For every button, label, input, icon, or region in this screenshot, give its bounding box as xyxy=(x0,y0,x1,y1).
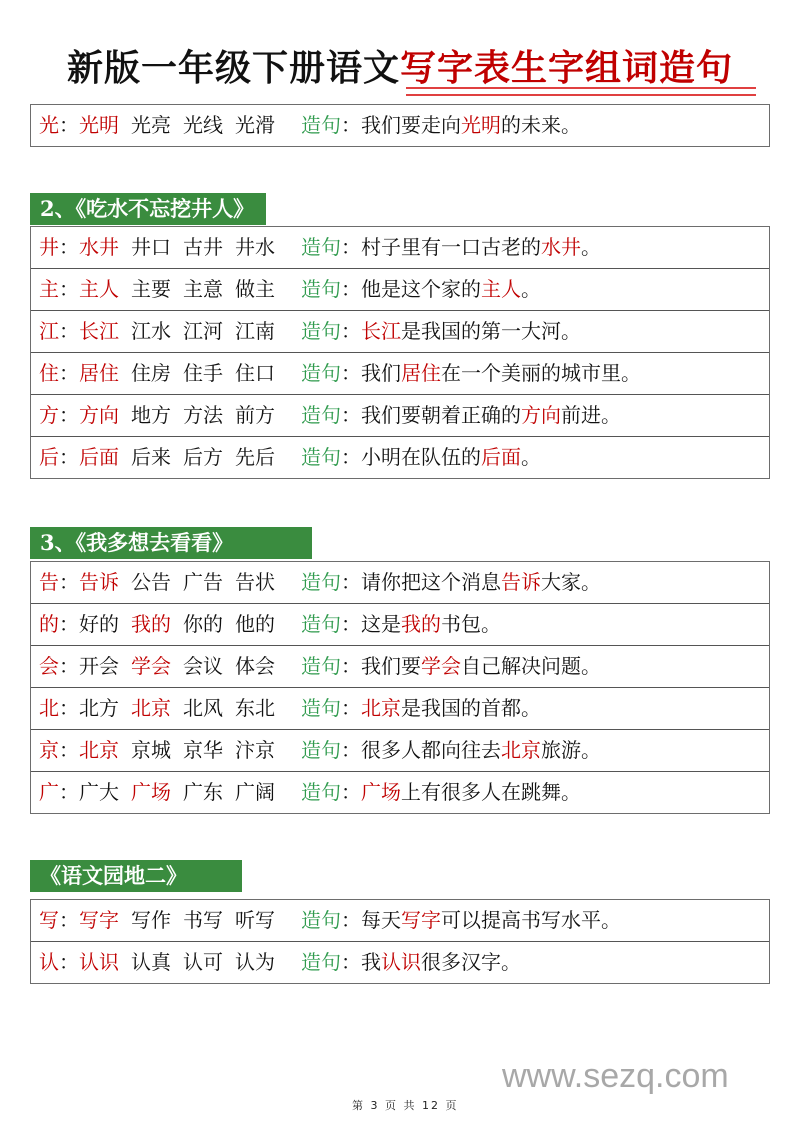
colon: ： xyxy=(59,696,79,720)
word: 广东 xyxy=(183,780,223,804)
highlighted-word: 水井 xyxy=(79,235,119,259)
sentence-text: 我们要朝着正确的 xyxy=(361,403,521,427)
sentence-highlight: 广场 xyxy=(361,780,401,804)
sentence-highlight: 方向 xyxy=(521,403,561,427)
sentence-label: 造句 xyxy=(301,950,341,974)
word: 认为 xyxy=(235,950,275,974)
colon: ： xyxy=(341,403,361,427)
sentence-text: 是我国的第一大河。 xyxy=(401,319,581,343)
colon: ： xyxy=(341,570,361,594)
colon: ： xyxy=(59,738,79,762)
word: 好的 xyxy=(79,612,119,636)
sentence-label: 造句 xyxy=(301,738,341,762)
page-title xyxy=(0,40,800,91)
word: 江南 xyxy=(235,319,275,343)
target-character: 井 xyxy=(39,235,59,259)
target-character: 光 xyxy=(39,113,59,137)
sentence-highlight: 告诉 xyxy=(501,570,541,594)
colon: ： xyxy=(59,445,79,469)
colon: ： xyxy=(341,780,361,804)
word-row xyxy=(31,311,769,353)
section-label-2: 2、《吃水不忘挖井人》 xyxy=(30,193,266,225)
sentence-label: 造句 xyxy=(301,235,341,259)
title-red-part: 写字表生字组词造句 xyxy=(400,47,734,89)
target-character: 的 xyxy=(39,612,59,636)
word: 认可 xyxy=(183,950,223,974)
sentence-highlight: 居住 xyxy=(401,361,441,385)
word: 后来 xyxy=(131,445,171,469)
colon: ： xyxy=(341,361,361,385)
word: 北方 xyxy=(79,696,119,720)
sentence-label: 造句 xyxy=(301,570,341,594)
sentence-label: 造句 xyxy=(301,780,341,804)
sentence-text: 书包。 xyxy=(441,612,501,636)
word-row xyxy=(31,105,769,146)
sentence-text: 很多汉字。 xyxy=(421,950,521,974)
highlighted-word: 认识 xyxy=(79,950,119,974)
sentence-text: 旅游。 xyxy=(541,738,601,762)
colon: ： xyxy=(341,738,361,762)
word: 北风 xyxy=(183,696,223,720)
word-row xyxy=(31,353,769,395)
colon: ： xyxy=(341,113,361,137)
word-row xyxy=(31,646,769,688)
sentence-label: 造句 xyxy=(301,612,341,636)
sentence-text: 小明在队伍的 xyxy=(361,445,481,469)
title-double-underline xyxy=(406,87,756,96)
word: 东北 xyxy=(235,696,275,720)
sentence-text: 。 xyxy=(581,235,601,259)
highlighted-word: 广场 xyxy=(131,780,171,804)
highlighted-word: 居住 xyxy=(79,361,119,385)
sentence-label: 造句 xyxy=(301,113,341,137)
colon: ： xyxy=(59,908,79,932)
target-character: 广 xyxy=(39,780,59,804)
sentence-text: 上有很多人在跳舞。 xyxy=(401,780,581,804)
colon: ： xyxy=(59,570,79,594)
word-row xyxy=(31,772,769,813)
target-character: 认 xyxy=(39,950,59,974)
colon: ： xyxy=(59,319,79,343)
word: 井口 xyxy=(131,235,171,259)
target-character: 告 xyxy=(39,570,59,594)
target-character: 北 xyxy=(39,696,59,720)
target-character: 会 xyxy=(39,654,59,678)
target-character: 江 xyxy=(39,319,59,343)
target-character: 京 xyxy=(39,738,59,762)
sentence-text: 的未来。 xyxy=(501,113,581,137)
page-number: 第 3 页 共 12 页 xyxy=(352,1099,459,1112)
word-row xyxy=(31,227,769,269)
word-row xyxy=(31,395,769,437)
sentence-highlight: 我的 xyxy=(401,612,441,636)
word: 写作 xyxy=(131,908,171,932)
word: 认真 xyxy=(131,950,171,974)
sentence-label: 造句 xyxy=(301,319,341,343)
word: 井水 xyxy=(235,235,275,259)
word: 告状 xyxy=(235,570,275,594)
word-row xyxy=(31,688,769,730)
word: 方法 xyxy=(183,403,223,427)
sentence-text: 是我国的首都。 xyxy=(401,696,541,720)
watermark: www.sezq.com xyxy=(502,1057,729,1095)
colon: ： xyxy=(59,361,79,385)
colon: ： xyxy=(341,235,361,259)
sentence-label: 造句 xyxy=(301,361,341,385)
word-row xyxy=(31,437,769,478)
highlighted-word: 告诉 xyxy=(79,570,119,594)
sentence-text: 村子里有一口古老的 xyxy=(361,235,541,259)
word: 后方 xyxy=(183,445,223,469)
word-row xyxy=(31,562,769,604)
highlighted-word: 我的 xyxy=(131,612,171,636)
section-1-box xyxy=(30,104,770,147)
sentence-highlight: 主人 xyxy=(481,277,521,301)
highlighted-word: 方向 xyxy=(79,403,119,427)
target-character: 主 xyxy=(39,277,59,301)
sentence-text: 每天 xyxy=(361,908,401,932)
colon: ： xyxy=(59,277,79,301)
word: 江河 xyxy=(183,319,223,343)
colon: ： xyxy=(341,277,361,301)
colon: ： xyxy=(59,654,79,678)
sentence-highlight: 长江 xyxy=(361,319,401,343)
sentence-text: 。 xyxy=(521,277,541,301)
word: 先后 xyxy=(235,445,275,469)
word: 广阔 xyxy=(235,780,275,804)
word: 会议 xyxy=(183,654,223,678)
colon: ： xyxy=(341,612,361,636)
sentence-text: 。 xyxy=(521,445,541,469)
sentence-label: 造句 xyxy=(301,696,341,720)
highlighted-word: 北京 xyxy=(131,696,171,720)
word: 古井 xyxy=(183,235,223,259)
colon: ： xyxy=(341,319,361,343)
sentence-label: 造句 xyxy=(301,654,341,678)
sentence-highlight: 后面 xyxy=(481,445,521,469)
section-label-3: 3、《我多想去看看》 xyxy=(30,527,312,559)
word: 听写 xyxy=(235,908,275,932)
word: 光滑 xyxy=(235,113,275,137)
highlighted-word: 写字 xyxy=(79,908,119,932)
word: 江水 xyxy=(131,319,171,343)
sentence-text: 在一个美丽的城市里。 xyxy=(441,361,641,385)
colon: ： xyxy=(341,950,361,974)
colon: ： xyxy=(59,403,79,427)
colon: ： xyxy=(341,696,361,720)
word: 光亮 xyxy=(131,113,171,137)
word: 住房 xyxy=(131,361,171,385)
section-3-box xyxy=(30,561,770,814)
word: 公告 xyxy=(131,570,171,594)
sentence-text: 我们 xyxy=(361,361,401,385)
word: 光线 xyxy=(183,113,223,137)
highlighted-word: 学会 xyxy=(131,654,171,678)
sentence-text: 前进。 xyxy=(561,403,621,427)
sentence-text: 我们要走向 xyxy=(361,113,461,137)
word: 主意 xyxy=(183,277,223,301)
word: 书写 xyxy=(183,908,223,932)
word: 他的 xyxy=(235,612,275,636)
word: 地方 xyxy=(131,403,171,427)
colon: ： xyxy=(341,445,361,469)
word: 住手 xyxy=(183,361,223,385)
colon: ： xyxy=(59,950,79,974)
section-2-box xyxy=(30,226,770,479)
target-character: 住 xyxy=(39,361,59,385)
highlighted-word: 后面 xyxy=(79,445,119,469)
word: 京华 xyxy=(183,738,223,762)
sentence-label: 造句 xyxy=(301,277,341,301)
word: 你的 xyxy=(183,612,223,636)
sentence-text: 请你把这个消息 xyxy=(361,570,501,594)
sentence-text: 很多人都向往去 xyxy=(361,738,501,762)
sentence-text: 他是这个家的 xyxy=(361,277,481,301)
sentence-highlight: 认识 xyxy=(381,950,421,974)
highlighted-word: 北京 xyxy=(79,738,119,762)
word: 住口 xyxy=(235,361,275,385)
sentence-text: 我 xyxy=(361,950,381,974)
sentence-text: 大家。 xyxy=(541,570,601,594)
word-row xyxy=(31,730,769,772)
sentence-text: 我们要 xyxy=(361,654,421,678)
target-character: 后 xyxy=(39,445,59,469)
word: 开会 xyxy=(79,654,119,678)
sentence-highlight: 北京 xyxy=(361,696,401,720)
colon: ： xyxy=(341,654,361,678)
word: 汴京 xyxy=(235,738,275,762)
sentence-text: 可以提高书写水平。 xyxy=(441,908,621,932)
title-black-part: 新版一年级下册语文 xyxy=(66,47,400,89)
sentence-highlight: 写字 xyxy=(401,908,441,932)
colon: ： xyxy=(59,113,79,137)
word-row xyxy=(31,269,769,311)
colon: ： xyxy=(59,612,79,636)
target-character: 写 xyxy=(39,908,59,932)
sentence-highlight: 北京 xyxy=(501,738,541,762)
sentence-text: 这是 xyxy=(361,612,401,636)
colon: ： xyxy=(341,908,361,932)
highlighted-word: 长江 xyxy=(79,319,119,343)
word-row xyxy=(31,900,769,942)
colon: ： xyxy=(59,235,79,259)
sentence-label: 造句 xyxy=(301,445,341,469)
word: 广告 xyxy=(183,570,223,594)
target-character: 方 xyxy=(39,403,59,427)
sentence-text: 自己解决问题。 xyxy=(461,654,601,678)
colon: ： xyxy=(59,780,79,804)
sentence-highlight: 水井 xyxy=(541,235,581,259)
sentence-label: 造句 xyxy=(301,908,341,932)
section-label-yuwen-yuandi: 《语文园地二》 xyxy=(30,860,242,892)
highlighted-word: 光明 xyxy=(79,113,119,137)
word-row xyxy=(31,604,769,646)
word-row xyxy=(31,942,769,983)
section-4-box xyxy=(30,899,770,984)
sentence-highlight: 光明 xyxy=(461,113,501,137)
word: 做主 xyxy=(235,277,275,301)
sentence-highlight: 学会 xyxy=(421,654,461,678)
word: 主要 xyxy=(131,277,171,301)
word: 体会 xyxy=(235,654,275,678)
word: 前方 xyxy=(235,403,275,427)
highlighted-word: 主人 xyxy=(79,277,119,301)
word: 京城 xyxy=(131,738,171,762)
sentence-label: 造句 xyxy=(301,403,341,427)
word: 广大 xyxy=(79,780,119,804)
